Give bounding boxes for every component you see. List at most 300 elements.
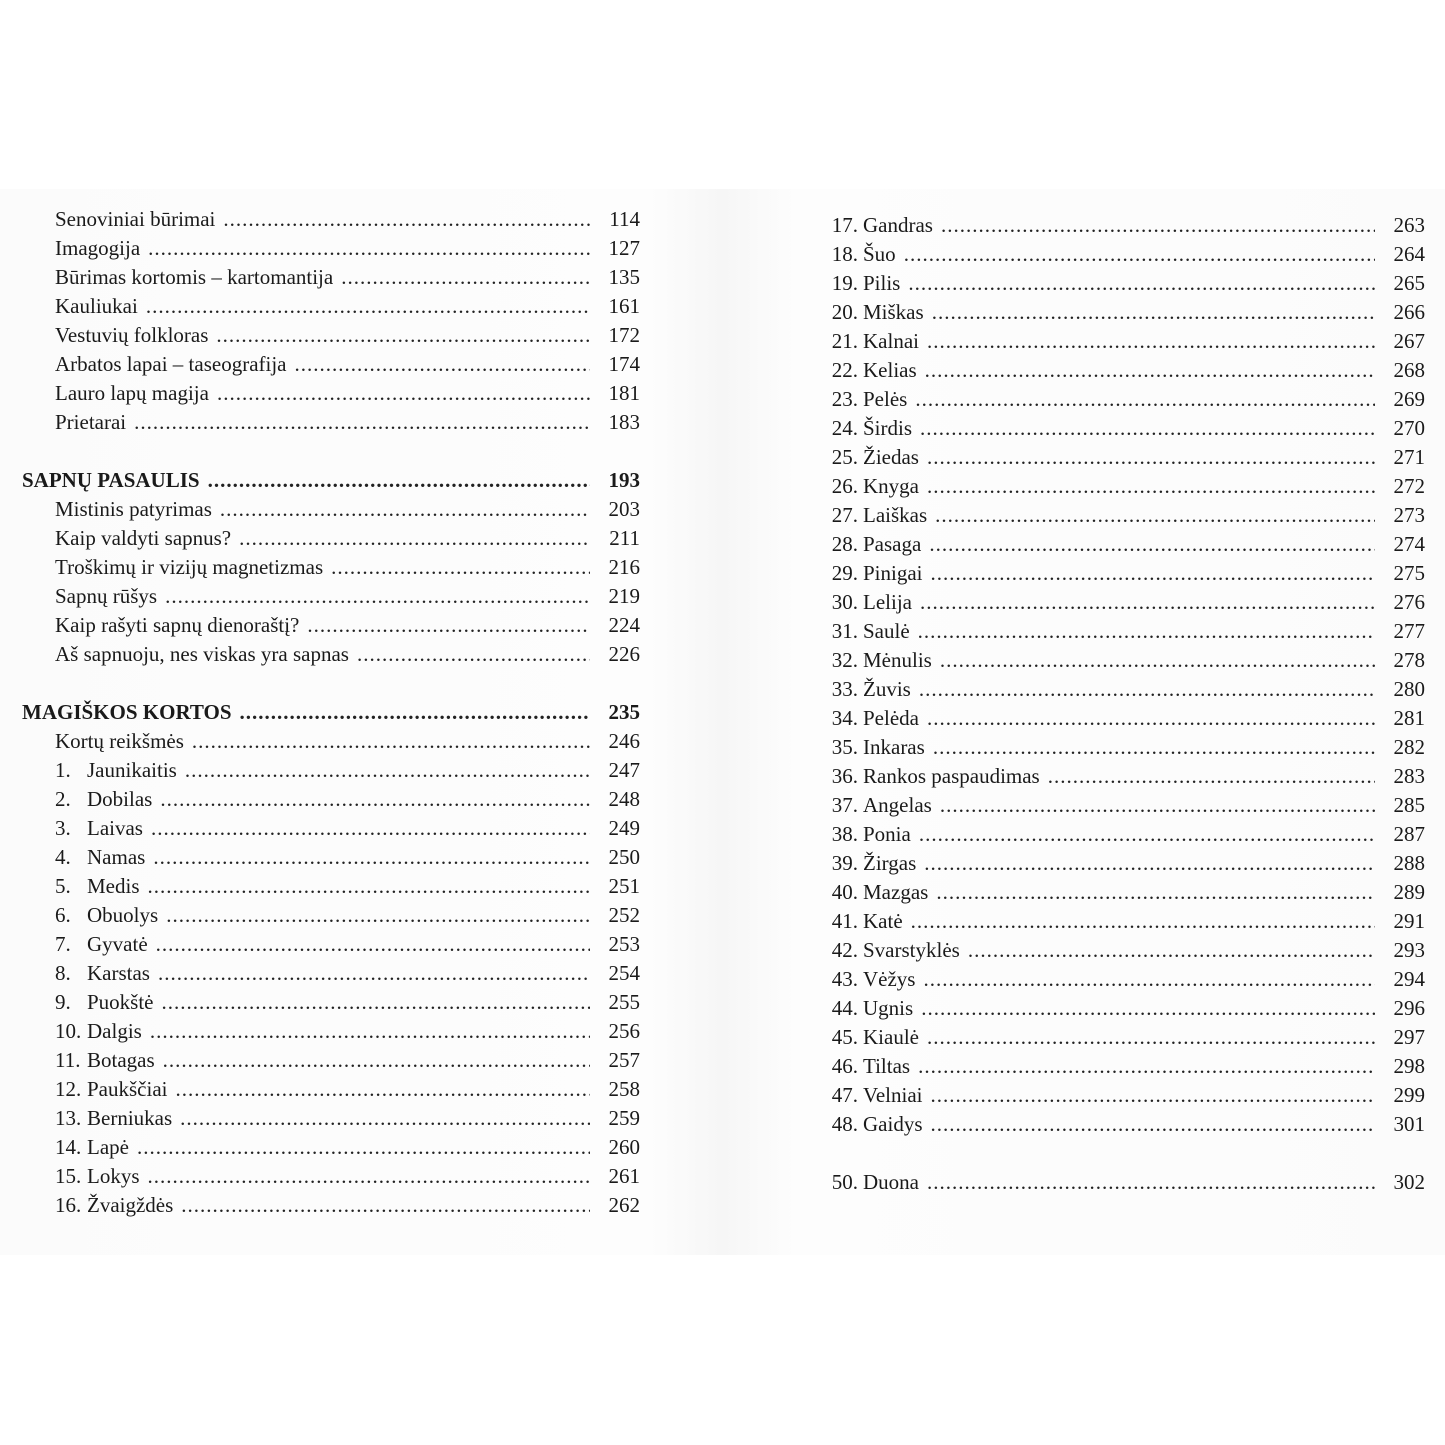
toc-page-number: 299 — [1393, 1083, 1425, 1107]
toc-entry-title: Pasaga — [863, 532, 922, 556]
toc-entry[interactable] — [22, 640, 640, 669]
toc-entry-title: Lelija — [863, 590, 912, 614]
toc-entry[interactable] — [822, 1168, 1425, 1197]
toc-entry-number: 25. — [831, 445, 858, 469]
toc-entry[interactable] — [822, 298, 1425, 327]
toc-entry[interactable] — [822, 849, 1425, 878]
dot-leader — [240, 698, 590, 727]
toc-entry[interactable] — [22, 553, 640, 582]
toc-entry-number: 12. — [55, 1077, 82, 1101]
toc-entry-number: 27. — [831, 503, 858, 527]
dot-leader — [341, 263, 590, 292]
dot-leader — [185, 756, 590, 785]
toc-entry[interactable] — [22, 1133, 640, 1162]
toc-entry-title: Pilis — [863, 271, 901, 295]
toc-entry-title: Duona — [863, 1170, 919, 1194]
toc-entry-number: 38. — [831, 822, 858, 846]
toc-entry-title: Knyga — [863, 474, 919, 498]
dot-leader — [911, 907, 1375, 936]
dot-leader — [927, 1023, 1375, 1052]
dot-leader — [181, 1191, 590, 1220]
toc-entry-title: Kortų reikšmės — [55, 729, 184, 753]
toc-entry-number: 21. — [831, 329, 858, 353]
toc-page-number: 235 — [608, 700, 640, 724]
toc-page-number: 280 — [1393, 677, 1425, 701]
dot-leader — [163, 1046, 590, 1075]
toc-page-number: 298 — [1393, 1054, 1425, 1078]
toc-page-number: 255 — [608, 990, 640, 1014]
toc-entry-number: 6. — [55, 903, 71, 927]
toc-entry[interactable] — [22, 814, 640, 843]
toc-page-number: 276 — [1393, 590, 1425, 614]
dot-leader — [936, 878, 1375, 907]
toc-entry-title: Pelėda — [863, 706, 919, 730]
toc-page-number: 247 — [608, 758, 640, 782]
toc-entry-title: Lapė — [87, 1135, 129, 1159]
dot-leader — [208, 466, 590, 495]
dot-leader — [924, 849, 1375, 878]
toc-entry-number: 50. — [831, 1170, 858, 1194]
toc-entry-title: MAGIŠKOS KORTOS — [22, 700, 232, 724]
toc-page-number: 216 — [608, 555, 640, 579]
toc-page-number: 285 — [1393, 793, 1425, 817]
toc-page-number: 275 — [1393, 561, 1425, 585]
toc-entry[interactable] — [822, 501, 1425, 530]
toc-entry-title: Arbatos lapai – taseografija — [55, 352, 287, 376]
toc-section-heading[interactable] — [22, 466, 640, 495]
toc-entry[interactable] — [822, 1052, 1425, 1081]
dot-leader — [156, 930, 590, 959]
toc-page-number: 250 — [608, 845, 640, 869]
toc-entry-title: Būrimas kortomis – kartomantija — [55, 265, 334, 289]
toc-page-number: 296 — [1393, 996, 1425, 1020]
dot-leader — [180, 1104, 590, 1133]
toc-entry-title: Ugnis — [863, 996, 914, 1020]
toc-entry-number: 48. — [831, 1112, 858, 1136]
dot-leader — [941, 211, 1375, 240]
toc-entry[interactable] — [822, 414, 1425, 443]
toc-entry-number: 22. — [831, 358, 858, 382]
toc-entry-number: 5. — [55, 874, 71, 898]
dot-leader — [331, 553, 590, 582]
toc-entry-title: Rankos paspaudimas — [863, 764, 1040, 788]
toc-entry[interactable] — [822, 1023, 1425, 1052]
toc-entry-title: Gandras — [863, 213, 933, 237]
toc-entry[interactable] — [822, 385, 1425, 414]
toc-entry-title: Šuo — [863, 242, 896, 266]
toc-page-number: 259 — [608, 1106, 640, 1130]
toc-page-number: 289 — [1393, 880, 1425, 904]
toc-page-number: 172 — [608, 323, 640, 347]
toc-entry-number: 18. — [831, 242, 858, 266]
toc-page-number: 219 — [608, 584, 640, 608]
toc-entry[interactable] — [22, 930, 640, 959]
dot-leader — [940, 791, 1375, 820]
toc-entry[interactable] — [822, 211, 1425, 240]
toc-entry-number: 14. — [55, 1135, 82, 1159]
toc-entry[interactable] — [22, 1017, 640, 1046]
dot-leader — [239, 524, 590, 553]
toc-entry-title: Pelės — [863, 387, 908, 411]
toc-entry-title: Kaip rašyti sapnų dienoraštį? — [55, 613, 300, 637]
toc-entry-number: 2. — [55, 787, 71, 811]
dot-leader — [137, 1133, 590, 1162]
toc-page-number: 226 — [608, 642, 640, 666]
toc-entry[interactable] — [22, 524, 640, 553]
toc-entry[interactable] — [22, 205, 640, 234]
toc-page-number: 135 — [608, 265, 640, 289]
toc-entry-title: Vestuvių folkloras — [55, 323, 209, 347]
section-spacer — [22, 437, 640, 466]
toc-entry[interactable] — [22, 292, 640, 321]
dot-leader — [904, 240, 1375, 269]
toc-entry[interactable] — [822, 733, 1425, 762]
toc-page-number: 293 — [1393, 938, 1425, 962]
toc-entry-title: Kauliukai — [55, 294, 138, 318]
toc-entry-number: 31. — [831, 619, 858, 643]
toc-entry[interactable] — [22, 495, 640, 524]
toc-entry-number: 8. — [55, 961, 71, 985]
section-spacer — [22, 669, 640, 698]
dot-leader — [923, 965, 1375, 994]
dot-leader — [175, 1075, 590, 1104]
dot-leader — [918, 617, 1375, 646]
toc-entry-title: Paukščiai — [87, 1077, 168, 1101]
dot-leader — [908, 269, 1375, 298]
dot-leader — [932, 298, 1375, 327]
dot-leader — [925, 356, 1375, 385]
toc-entry-title: Puokštė — [87, 990, 154, 1014]
toc-entry[interactable] — [22, 408, 640, 437]
toc-entry-number: 43. — [831, 967, 858, 991]
toc-entry-number: 26. — [831, 474, 858, 498]
toc-page-number: 254 — [608, 961, 640, 985]
dot-leader — [153, 843, 590, 872]
toc-entry[interactable] — [22, 727, 640, 756]
toc-entry-title: Mėnulis — [863, 648, 932, 672]
toc-entry-title: Žirgas — [863, 851, 917, 875]
section-spacer — [822, 1139, 1425, 1168]
toc-page-number: 193 — [608, 468, 640, 492]
toc-page-number: 272 — [1393, 474, 1425, 498]
toc-page-number: 252 — [608, 903, 640, 927]
toc-page-number: 264 — [1393, 242, 1425, 266]
dot-leader — [927, 327, 1375, 356]
toc-entry-title: Žuvis — [863, 677, 911, 701]
toc-page-number: 269 — [1393, 387, 1425, 411]
toc-page-number: 256 — [608, 1019, 640, 1043]
toc-entry-title: Sapnų rūšys — [55, 584, 158, 608]
dot-leader — [165, 582, 590, 611]
toc-entry-number: 17. — [831, 213, 858, 237]
toc-entry-title: Namas — [87, 845, 146, 869]
toc-entry-number: 24. — [831, 416, 858, 440]
toc-page-number: 114 — [609, 207, 640, 231]
dot-leader — [166, 901, 590, 930]
dot-leader — [192, 727, 590, 756]
toc-entry-number: 4. — [55, 845, 71, 869]
toc-entry-title: Miškas — [863, 300, 924, 324]
dot-leader — [919, 675, 1375, 704]
toc-entry-title: Inkaras — [863, 735, 925, 759]
toc-page-number: 281 — [1393, 706, 1425, 730]
toc-entry-title: Jaunikaitis — [87, 758, 177, 782]
toc-entry-number: 44. — [831, 996, 858, 1020]
toc-entry-title: Prietarai — [55, 410, 127, 434]
toc-entry[interactable] — [22, 263, 640, 292]
toc-page-number: 301 — [1393, 1112, 1425, 1136]
toc-entry-number: 13. — [55, 1106, 82, 1130]
toc-entry[interactable] — [22, 1191, 640, 1220]
dot-leader — [295, 350, 591, 379]
dot-leader — [148, 1162, 591, 1191]
toc-entry-title: Velniai — [863, 1083, 923, 1107]
toc-entry[interactable] — [22, 234, 640, 263]
toc-page-number: 203 — [608, 497, 640, 521]
dot-leader — [927, 704, 1375, 733]
toc-entry[interactable] — [822, 617, 1425, 646]
toc-entry-title: Gyvatė — [87, 932, 148, 956]
toc-page-number: 291 — [1393, 909, 1425, 933]
toc-entry-number: 9. — [55, 990, 71, 1014]
toc-entry-number: 1. — [55, 758, 71, 782]
toc-page-number: 270 — [1393, 416, 1425, 440]
dot-leader — [216, 321, 590, 350]
toc-entry-title: Obuolys — [87, 903, 159, 927]
toc-entry[interactable] — [822, 588, 1425, 617]
toc-page-number: 224 — [608, 613, 640, 637]
toc-entry[interactable] — [22, 1075, 640, 1104]
toc-entry[interactable] — [22, 872, 640, 901]
dot-leader — [220, 495, 590, 524]
dot-leader — [307, 611, 590, 640]
toc-page-number: 258 — [608, 1077, 640, 1101]
dot-leader — [968, 936, 1375, 965]
toc-entry[interactable] — [822, 530, 1425, 559]
toc-entry-number: 29. — [831, 561, 858, 585]
toc-entry-title: Mazgas — [863, 880, 929, 904]
toc-section-heading[interactable] — [22, 698, 640, 727]
toc-entry-number: 20. — [831, 300, 858, 324]
toc-entry-title: SAPNŲ PASAULIS — [22, 468, 200, 492]
toc-entry[interactable] — [822, 646, 1425, 675]
toc-page-number: 294 — [1393, 967, 1425, 991]
toc-entry[interactable] — [22, 379, 640, 408]
toc-entry[interactable] — [822, 1110, 1425, 1139]
toc-right-page — [822, 211, 1425, 1197]
toc-entry[interactable] — [22, 843, 640, 872]
toc-entry-number: 7. — [55, 932, 71, 956]
toc-page-number: 211 — [609, 526, 640, 550]
dot-leader — [915, 385, 1375, 414]
toc-entry-title: Žiedas — [863, 445, 919, 469]
toc-entry[interactable] — [22, 959, 640, 988]
toc-page-number: 265 — [1393, 271, 1425, 295]
toc-entry[interactable] — [822, 878, 1425, 907]
toc-entry-title: Pinigai — [863, 561, 923, 585]
toc-entry-number: 39. — [831, 851, 858, 875]
toc-entry[interactable] — [22, 756, 640, 785]
toc-entry-title: Svarstyklės — [863, 938, 960, 962]
toc-entry-title: Kelias — [863, 358, 917, 382]
dot-leader — [918, 1052, 1375, 1081]
toc-entry[interactable] — [822, 559, 1425, 588]
dot-leader — [148, 234, 590, 263]
toc-entry[interactable] — [822, 994, 1425, 1023]
toc-entry-number: 16. — [55, 1193, 82, 1217]
toc-entry[interactable] — [22, 582, 640, 611]
toc-entry[interactable] — [822, 704, 1425, 733]
toc-page-number: 253 — [608, 932, 640, 956]
toc-entry-number: 40. — [831, 880, 858, 904]
dot-leader — [929, 530, 1375, 559]
toc-entry-title: Imagogija — [55, 236, 141, 260]
dot-leader — [158, 959, 590, 988]
toc-entry[interactable] — [22, 321, 640, 350]
toc-entry-title: Katė — [863, 909, 903, 933]
toc-entry[interactable] — [22, 1162, 640, 1191]
toc-entry[interactable] — [22, 785, 640, 814]
dot-leader — [160, 785, 590, 814]
toc-entry-title: Aš sapnuoju, nes viskas yra sapnas — [55, 642, 349, 666]
toc-entry[interactable] — [822, 820, 1425, 849]
toc-entry-number: 45. — [831, 1025, 858, 1049]
toc-entry[interactable] — [822, 240, 1425, 269]
toc-entry[interactable] — [822, 443, 1425, 472]
toc-entry-number: 47. — [831, 1083, 858, 1107]
toc-entry[interactable] — [22, 1046, 640, 1075]
toc-entry-title: Gaidys — [863, 1112, 923, 1136]
dot-leader — [930, 1081, 1375, 1110]
dot-leader — [150, 1017, 590, 1046]
toc-page-number: 183 — [608, 410, 640, 434]
toc-entry-title: Karstas — [87, 961, 150, 985]
toc-entry[interactable] — [22, 1104, 640, 1133]
toc-entry[interactable] — [822, 675, 1425, 704]
dot-leader — [919, 820, 1375, 849]
toc-entry-number: 28. — [831, 532, 858, 556]
toc-entry-title: Lokys — [87, 1164, 140, 1188]
toc-page-number: 287 — [1393, 822, 1425, 846]
toc-entry-title: Medis — [87, 874, 140, 898]
toc-entry[interactable] — [22, 901, 640, 930]
toc-page-number: 261 — [608, 1164, 640, 1188]
toc-entry-title: Ponia — [863, 822, 911, 846]
toc-entry-number: 35. — [831, 735, 858, 759]
toc-page-number: 127 — [608, 236, 640, 260]
toc-page-number: 260 — [608, 1135, 640, 1159]
toc-entry[interactable] — [822, 327, 1425, 356]
toc-left-page — [22, 205, 640, 1220]
toc-entry-title: Kaip valdyti sapnus? — [55, 526, 232, 550]
toc-entry[interactable] — [822, 472, 1425, 501]
toc-entry[interactable] — [22, 611, 640, 640]
toc-page-number: 274 — [1393, 532, 1425, 556]
dot-leader — [148, 872, 591, 901]
toc-entry[interactable] — [22, 350, 640, 379]
toc-page-number: 246 — [608, 729, 640, 753]
toc-entry-title: Vėžys — [863, 967, 916, 991]
toc-entry[interactable] — [822, 269, 1425, 298]
toc-page-number: 174 — [608, 352, 640, 376]
toc-page-number: 257 — [608, 1048, 640, 1072]
toc-entry-title: Kalnai — [863, 329, 919, 353]
toc-entry-title: Mistinis patyrimas — [55, 497, 212, 521]
toc-entry-number: 32. — [831, 648, 858, 672]
toc-entry[interactable] — [822, 791, 1425, 820]
dot-leader — [921, 994, 1375, 1023]
toc-entry[interactable] — [822, 965, 1425, 994]
toc-entry[interactable] — [822, 1081, 1425, 1110]
toc-entry-title: Kiaulė — [863, 1025, 919, 1049]
dot-leader — [920, 414, 1375, 443]
toc-entry-title: Berniukas — [87, 1106, 173, 1130]
toc-entry-number: 42. — [831, 938, 858, 962]
toc-entry-title: Žvaigždės — [87, 1193, 174, 1217]
dot-leader — [151, 814, 590, 843]
toc-entry-title: Dalgis — [87, 1019, 142, 1043]
toc-entry-number: 15. — [55, 1164, 82, 1188]
dot-leader — [933, 733, 1375, 762]
toc-entry-title: Botagas — [87, 1048, 155, 1072]
toc-page-number: 288 — [1393, 851, 1425, 875]
toc-entry-number: 19. — [831, 271, 858, 295]
dot-leader — [927, 1168, 1375, 1197]
toc-entry-title: Angelas — [863, 793, 932, 817]
toc-entry-number: 36. — [831, 764, 858, 788]
toc-entry-number: 11. — [55, 1048, 81, 1072]
dot-leader — [920, 588, 1375, 617]
toc-entry-title: Dobilas — [87, 787, 153, 811]
toc-entry-title: Laivas — [87, 816, 143, 840]
toc-entry-number: 34. — [831, 706, 858, 730]
dot-leader — [927, 443, 1375, 472]
toc-page-number: 297 — [1393, 1025, 1425, 1049]
dot-leader — [217, 379, 590, 408]
toc-entry-number: 10. — [55, 1019, 82, 1043]
toc-page-number: 277 — [1393, 619, 1425, 643]
toc-page-number: 302 — [1393, 1170, 1425, 1194]
dot-leader — [927, 472, 1375, 501]
toc-page-number: 271 — [1393, 445, 1425, 469]
dot-leader — [134, 408, 590, 437]
toc-entry-number: 23. — [831, 387, 858, 411]
toc-entry[interactable] — [822, 356, 1425, 385]
toc-entry[interactable] — [22, 988, 640, 1017]
toc-entry-title: Saulė — [863, 619, 910, 643]
toc-entry[interactable] — [822, 907, 1425, 936]
dot-leader — [931, 1110, 1376, 1139]
toc-page-number: 248 — [608, 787, 640, 811]
toc-entry-title: Senoviniai būrimai — [55, 207, 216, 231]
toc-entry-number: 46. — [831, 1054, 858, 1078]
dot-leader — [931, 559, 1375, 588]
toc-entry-title: Lauro lapų magija — [55, 381, 209, 405]
toc-entry-title: Laiškas — [863, 503, 928, 527]
dot-leader — [146, 292, 590, 321]
toc-page-number: 181 — [608, 381, 640, 405]
dot-leader — [223, 205, 590, 234]
toc-page-number: 282 — [1393, 735, 1425, 759]
toc-page-number: 161 — [608, 294, 640, 318]
toc-page-number: 263 — [1393, 213, 1425, 237]
toc-entry[interactable] — [822, 762, 1425, 791]
toc-entry[interactable] — [822, 936, 1425, 965]
toc-page-number: 262 — [608, 1193, 640, 1217]
toc-entry-number: 33. — [831, 677, 858, 701]
toc-page-number: 266 — [1393, 300, 1425, 324]
toc-entry-number: 30. — [831, 590, 858, 614]
